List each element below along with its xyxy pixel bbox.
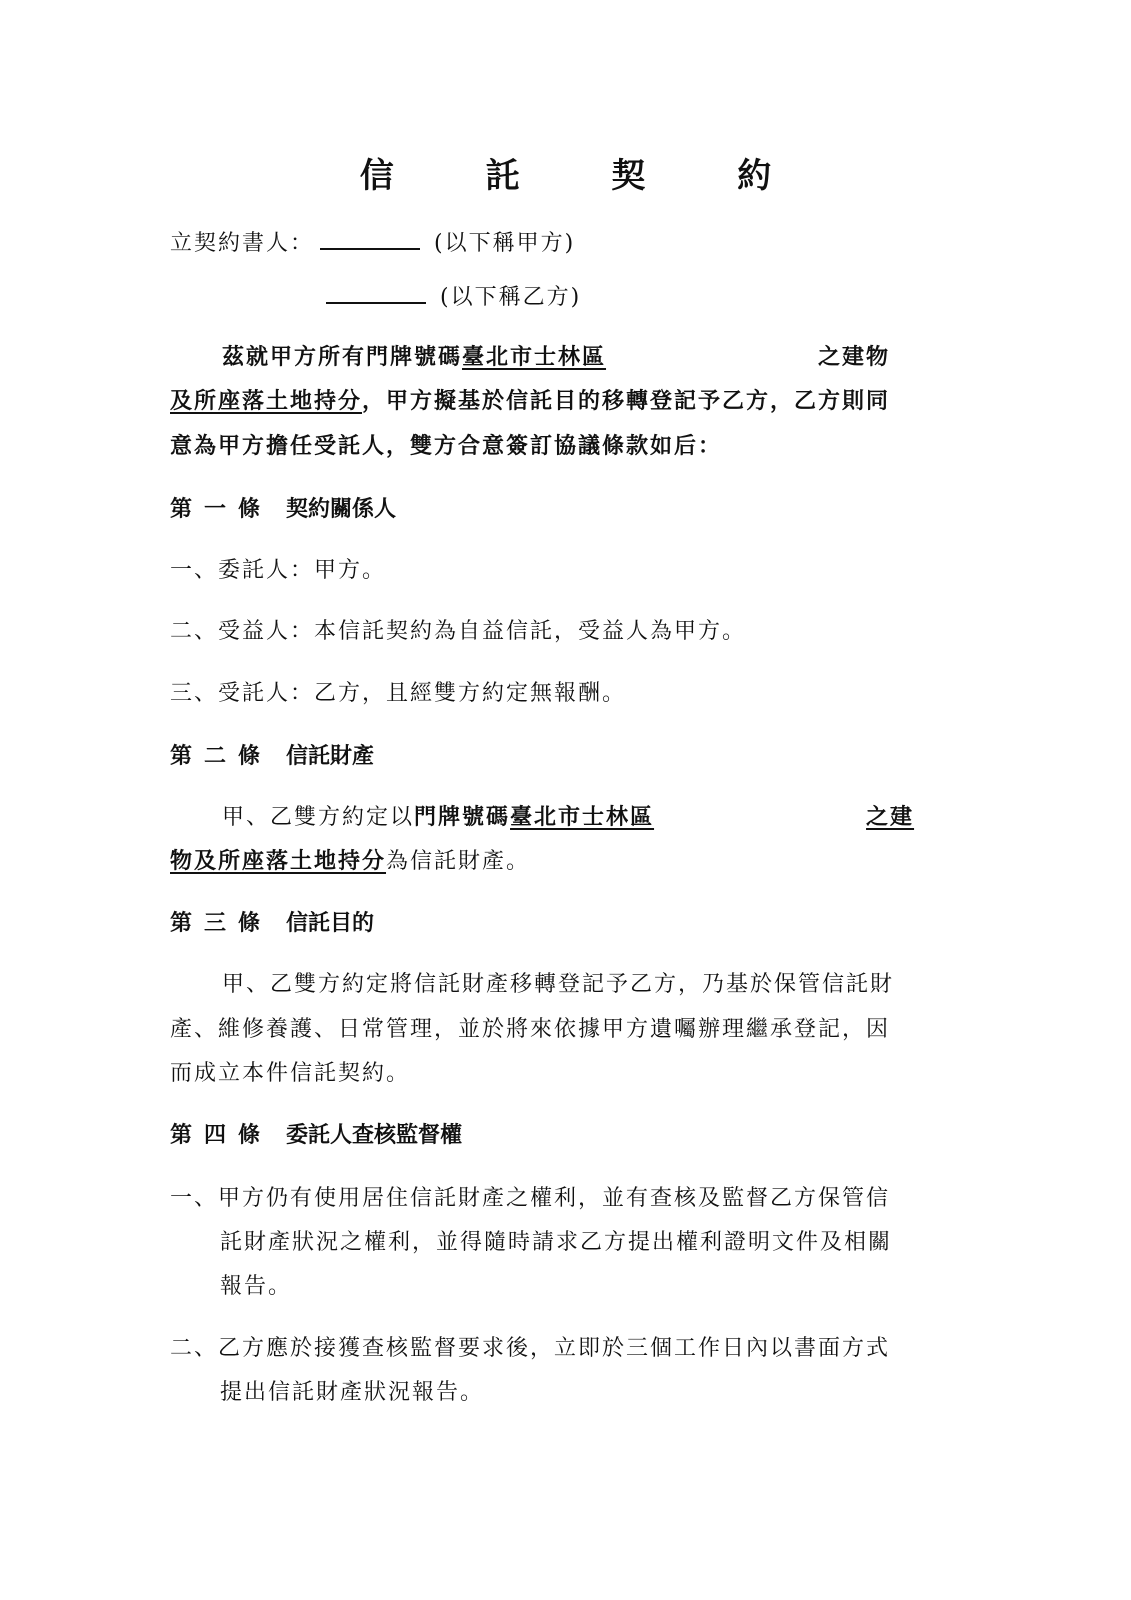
article-text: 為信託財產。	[386, 849, 531, 874]
article-2-line-2	[170, 844, 530, 875]
article-1-item: 一、委託人：甲方。	[170, 558, 387, 583]
preamble-line-2	[170, 384, 890, 415]
article-4-item-1-line: 報告。	[220, 1274, 293, 1299]
party-b-designation: (以下稱乙方)	[440, 285, 582, 310]
article-1-heading	[170, 492, 396, 523]
article-bold-text: 門牌號碼	[414, 805, 511, 830]
party-b-line	[320, 280, 581, 311]
article-4-item-1-line: 託財產狀況之權利，並得隨時請求乙方提出權利證明文件及相關	[220, 1230, 893, 1255]
preamble-text: ，甲方擬基於信託目的移轉登記予乙方，乙方則同	[362, 389, 891, 414]
parties-label: 立契約書人：	[170, 231, 315, 256]
article-4-item-2-line: 二、乙方應於接獲查核監督要求後，立即於三個工作日內以書面方式	[170, 1336, 891, 1361]
address-suffix: 之建	[866, 805, 915, 830]
article-title: 信託財產	[286, 744, 375, 769]
article-underlined: 物及所座落土地持分	[170, 849, 387, 874]
preamble-underlined: 及所座落土地持分	[170, 389, 363, 414]
address-text: 臺北市士林區	[510, 805, 655, 830]
article-3-line: 產、維修養護、日常管理，並於將來依據甲方遺囑辦理繼承登記，因	[170, 1017, 891, 1042]
article-1-item: 三、受託人：乙方，且經雙方約定無報酬。	[170, 681, 627, 706]
article-number: 第四條	[170, 1123, 273, 1148]
document-title: 信 託 契 約	[359, 156, 812, 196]
party-a-designation: (以下稱甲方)	[434, 231, 576, 256]
article-text: 甲、乙雙方約定以	[222, 805, 415, 830]
article-3-line: 甲、乙雙方約定將信託財產移轉登記予乙方，乃基於保管信託財	[222, 972, 895, 997]
article-number: 第三條	[170, 911, 273, 936]
article-3-heading	[170, 906, 374, 937]
article-title: 信託目的	[286, 911, 375, 936]
address-text: 臺北市士林區	[462, 345, 607, 370]
preamble-text: 之建物	[818, 345, 891, 370]
article-4-item-1-line: 一、甲方仍有使用居住信託財產之權利，並有查核及監督乙方保管信	[170, 1186, 891, 1211]
preamble-line-1	[222, 340, 890, 371]
article-4-item-2-line: 提出信託財產狀況報告。	[220, 1380, 485, 1405]
party-b-blank	[326, 280, 426, 304]
article-2-line-1	[222, 800, 914, 831]
article-2-address	[510, 805, 914, 830]
article-1-item: 二、受益人：本信託契約為自益信託，受益人為甲方。	[170, 619, 747, 644]
article-title: 契約關係人	[286, 497, 397, 522]
article-2-heading	[170, 739, 374, 770]
preamble-line-3: 意為甲方擔任受託人，雙方合意簽訂協議條款如后：	[170, 434, 723, 459]
article-number: 第一條	[170, 497, 273, 522]
article-number: 第二條	[170, 744, 273, 769]
preamble-text: 茲就甲方所有門牌號碼	[222, 345, 463, 370]
party-a-blank	[320, 226, 420, 250]
article-4-heading	[170, 1118, 462, 1149]
party-a-line	[170, 226, 575, 257]
preamble-address	[462, 345, 818, 370]
article-3-line: 而成立本件信託契約。	[170, 1061, 411, 1086]
article-title: 委託人查核監督權	[286, 1123, 463, 1148]
